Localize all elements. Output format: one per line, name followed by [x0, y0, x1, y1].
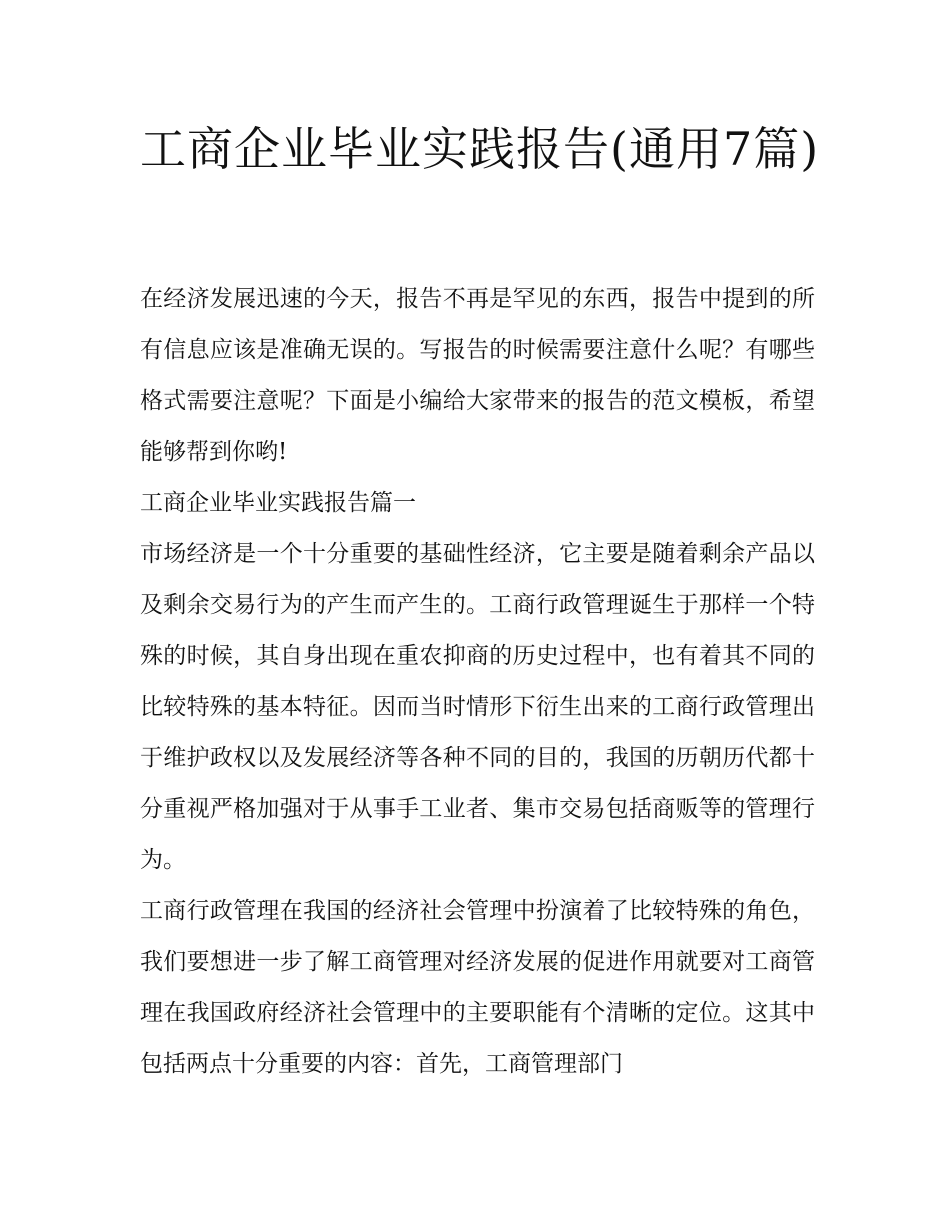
- document-title: 工商企业毕业实践报告(通用7篇): [140, 122, 820, 176]
- intro-paragraph: 在经济发展迅速的今天，报告不再是罕见的东西，报告中提到的所有信息应该是准确无误的。写报告的时候需要注意什么呢？有哪些格式需要注意呢？下面是小编给大家带来的报告的范文模板，希望能够帮到你哟!: [140, 286, 815, 465]
- section-heading: 工商企业毕业实践报告篇一: [140, 490, 416, 516]
- document-body: [140, 274, 815, 1090]
- body-paragraph: 市场经济是一个十分重要的基础性经济，它主要是随着剩余产品以及剩余交易行为的产生而产生的。工商行政管理诞生于那样一个特殊的时候，其自身出现在重农抑商的历史过程中，也有着其不同的比较特殊的基本特征。因而当时情形下衍生出来的工商行政管理出于维护政权以及发展经济等各种不同的目的，我国的历朝历代都十分重视严格加强对于从事手工业者、集市交易包括商贩等的管理行为。: [140, 541, 815, 873]
- body-paragraph: 工商行政管理在我国的经济社会管理中扮演着了比较特殊的角色，我们要想进一步了解工商管理对经济发展的促进作用就要对工商管理在我国政府经济社会管理中的主要职能有个清晰的定位。这其中包括两点十分重要的内容：首先，工商管理部门: [140, 898, 815, 1077]
